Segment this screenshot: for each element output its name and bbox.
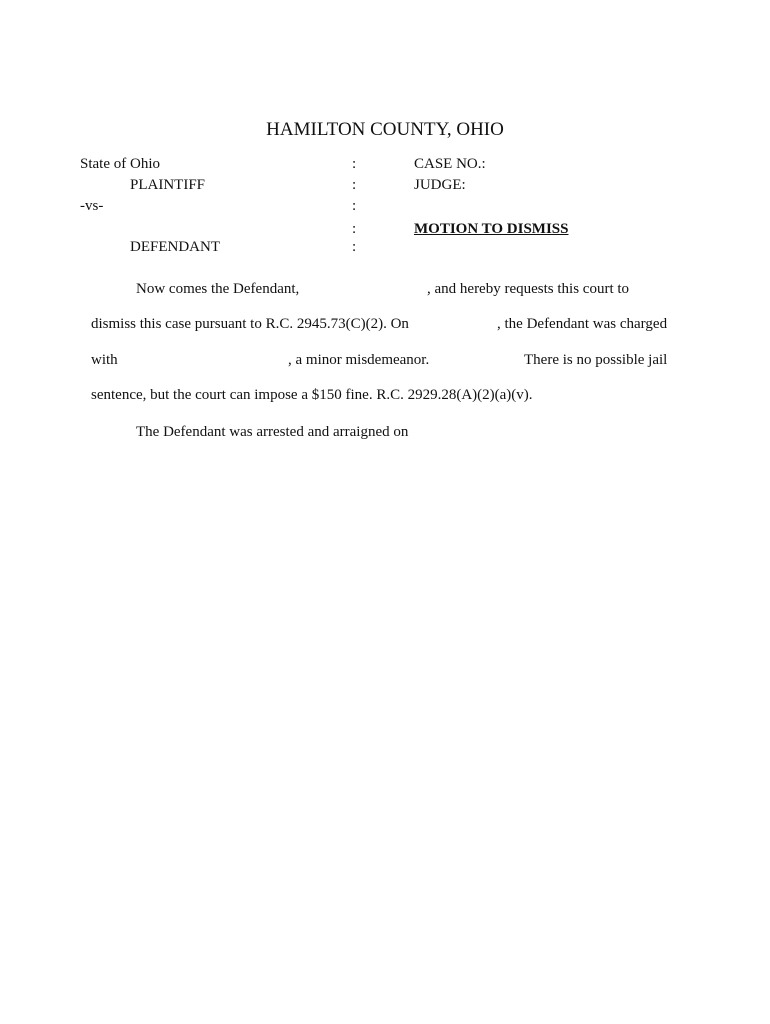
- caption-plaintiff-label: PLAINTIFF: [130, 177, 206, 193]
- caption-colon: :: [352, 177, 357, 193]
- body-text: , and hereby requests this court to: [427, 281, 630, 297]
- caption-versus: -vs-: [80, 198, 104, 214]
- body-text: , the Defendant was charged: [497, 316, 668, 332]
- caption-state: State of Ohio: [80, 156, 160, 172]
- caption-colon: :: [352, 156, 357, 172]
- caption-defendant-label: DEFENDANT: [130, 239, 220, 255]
- judge-label: JUDGE:: [414, 177, 466, 193]
- body-text: There is no possible jail: [524, 352, 668, 368]
- motion-title: MOTION TO DISMISS: [414, 221, 569, 237]
- body-text: with: [91, 352, 118, 368]
- caption-colon: :: [352, 239, 357, 255]
- caption-colon: :: [352, 198, 357, 214]
- body-text: , a minor misdemeanor.: [288, 352, 430, 368]
- body-text: The Defendant was arrested and arraigned on: [136, 424, 409, 440]
- body-text: dismiss this case pursuant to R.C. 2945.73(C)(2). On: [91, 316, 409, 332]
- body-text: sentence, but the court can impose a $150 fine. R.C. 2929.28(A)(2)(a)(v).: [91, 387, 533, 403]
- caption-colon: :: [352, 221, 357, 237]
- case-number-label: CASE NO.:: [414, 156, 486, 172]
- body-text: Now comes the Defendant,: [136, 281, 300, 297]
- court-title: HAMILTON COUNTY, OHIO: [266, 119, 504, 140]
